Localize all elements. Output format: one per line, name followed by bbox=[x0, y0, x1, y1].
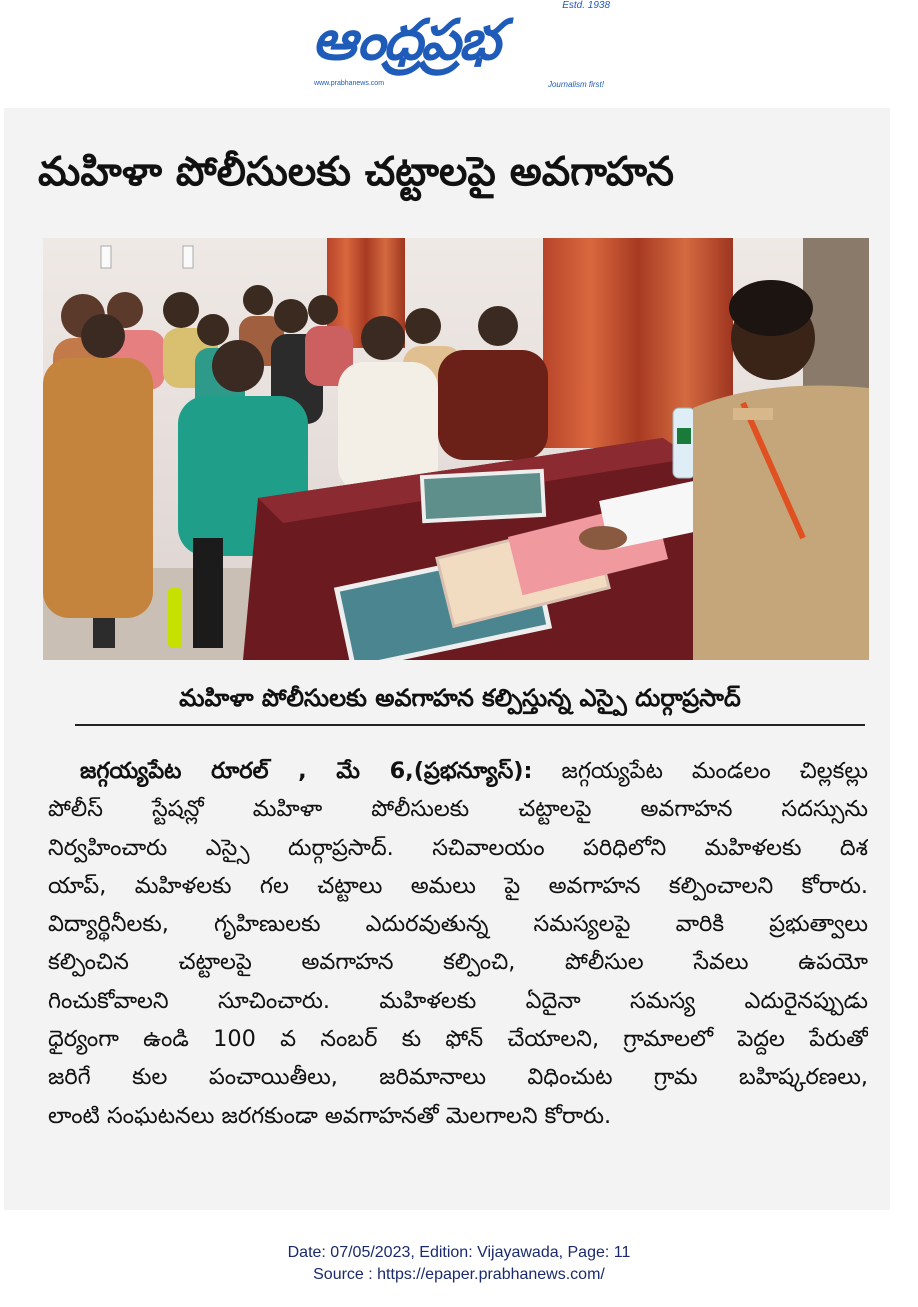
tagline-label: Journalism first! bbox=[547, 80, 604, 89]
body-line: యాప్, మహిళలకు గల చట్టాలు అమలు పై అవగాహన కల్పించాలని కోరారు. bbox=[48, 872, 868, 899]
article-body bbox=[48, 752, 868, 1135]
dateline: జగ్గయ్యపేట రూరల్ , మే 6,(ప్రభన్యూస్): bbox=[80, 758, 533, 784]
body-line: నిర్వహించారు ఎస్సై దుర్గాప్రసాద్. సచివాలయం పరిధిలోని మహిళలకు దిశ bbox=[48, 834, 868, 861]
body-line: గించుకోవాలని సూచించారు. మహిళలకు ఏదైనా సమస్య ఎదురైనప్పుడు bbox=[48, 987, 868, 1014]
body-line: లాంటి సంఘటనలు జరగకుండా అవగాహనతో మెలగాలని కోరారు. bbox=[48, 1102, 612, 1129]
body-line: ధైర్యంగా ఉండి 100 వ నంబర్ కు ఫోన్ చేయాలని, గ్రామాలలో పెద్దల పేరుతో bbox=[48, 1026, 868, 1053]
edition-info: Date: 07/05/2023, Edition: Vijayawada, Page: 11 bbox=[287, 1244, 631, 1261]
body-line: జగ్గయ్యపేట రూరల్ , మే 6,(ప్రభన్యూస్): జగ్గయ్యపేట మండలం చిల్లకల్లు bbox=[80, 758, 868, 784]
established-label: Estd. 1938 bbox=[562, 0, 610, 11]
website-label: www.prabhanews.com bbox=[314, 80, 385, 87]
body-line: జరిగే కుల పంచాయితీలు, జరిమానాలు విధించుట గ్రామ బహిష్కరణలు, bbox=[48, 1064, 868, 1091]
article-headline: మహిళా పోలీసులకు చట్టాలపై అవగాహన bbox=[38, 149, 674, 195]
body-line: విద్యార్థినీలకు, గృహిణులకు ఎదురవుతున్న సమస్యలపై వారికి ప్రభుత్వాలు bbox=[48, 911, 868, 938]
body-line: కల్పించిన చట్టాలపై అవగాహన కల్పించి, పోలీసుల సేవలు ఉపయో bbox=[48, 949, 868, 976]
photo-illustration bbox=[43, 238, 869, 660]
source-link[interactable]: Source : https://epaper.prabhanews.com/ bbox=[313, 1266, 605, 1283]
newspaper-logo: ఆంధ్రప్రభ bbox=[312, 8, 499, 73]
caption-divider bbox=[75, 724, 865, 726]
photo-caption: మహిళా పోలీసులకు అవగాహన కల్పిస్తున్న ఎస్పై దుర్గాప్రసాద్ bbox=[179, 684, 741, 712]
source-footer bbox=[0, 1242, 918, 1286]
masthead bbox=[300, 0, 620, 100]
body-line: పోలీస్ స్టేషన్లో మహిళా పోలీసులకు చట్టాలపై అవగాహన సదస్సును bbox=[48, 796, 868, 823]
article-photo bbox=[43, 238, 869, 660]
